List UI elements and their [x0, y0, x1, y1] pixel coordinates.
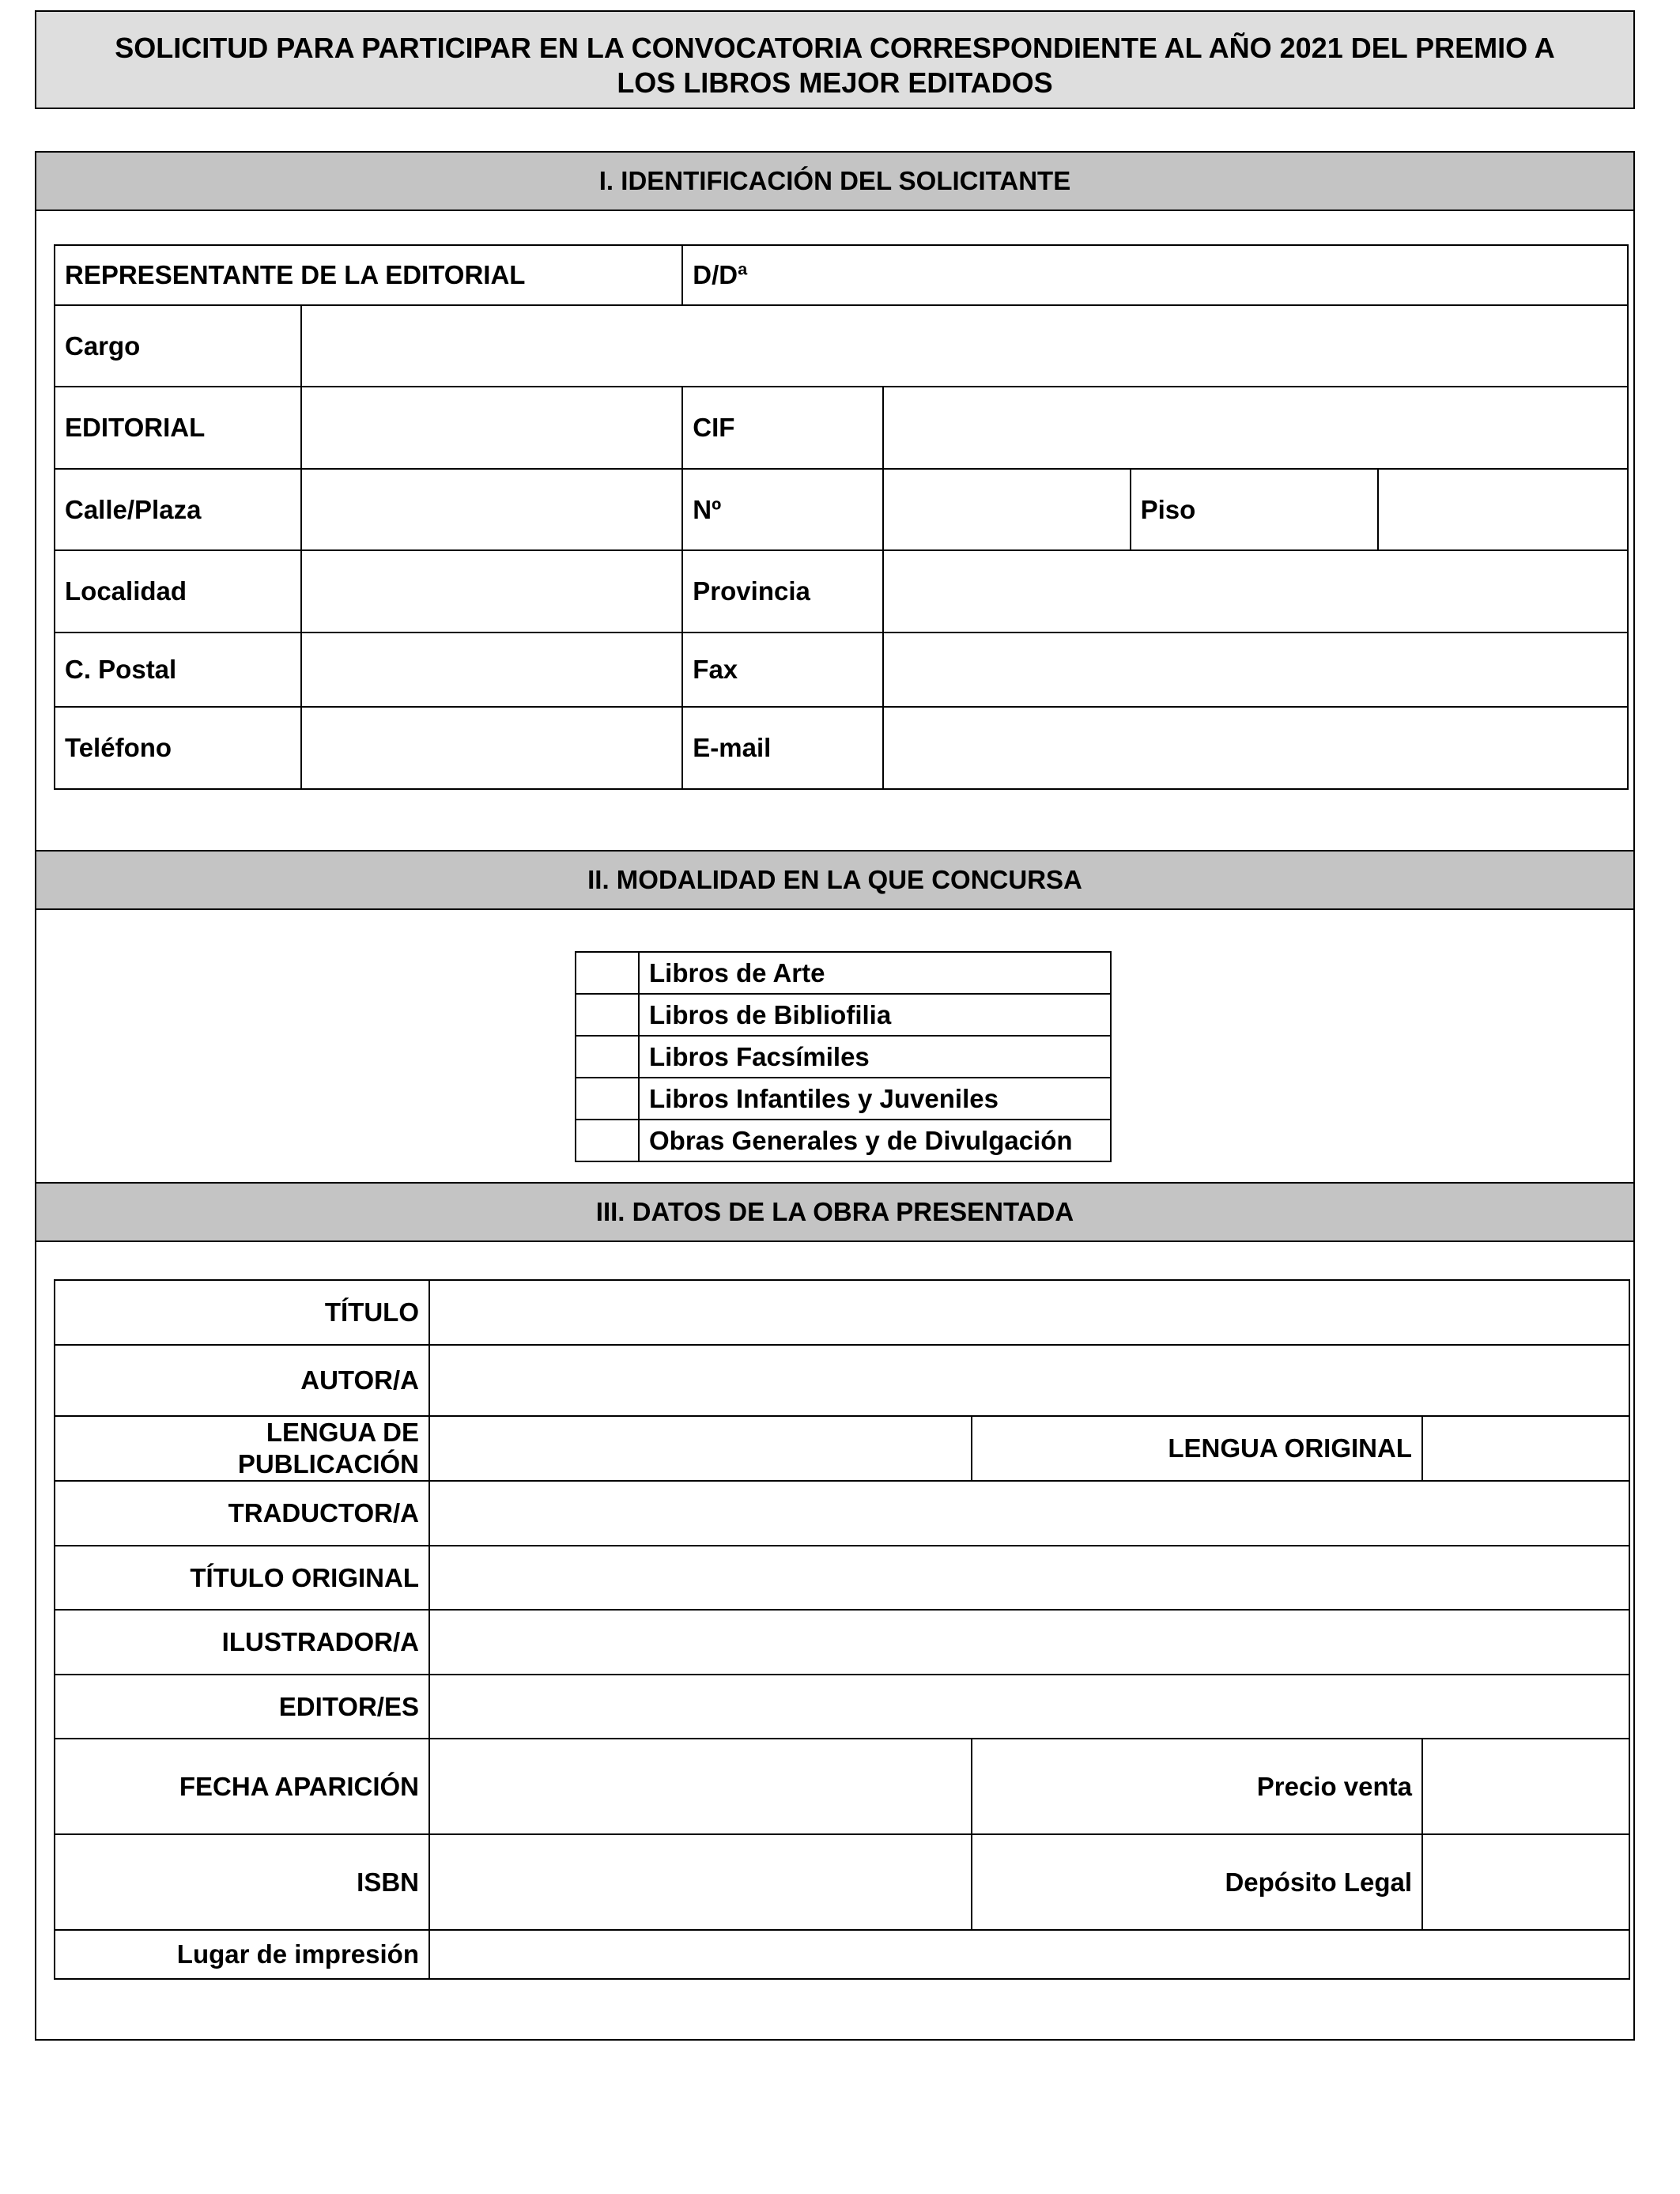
dda-field[interactable]	[682, 245, 1628, 305]
fax-field[interactable]	[883, 633, 1628, 707]
lengua-original-field[interactable]	[1422, 1416, 1629, 1481]
deposito-legal-label: Depósito Legal	[972, 1834, 1422, 1930]
numero-field[interactable]	[883, 469, 1130, 550]
form-title	[35, 10, 1635, 109]
option-libros-infantiles: Libros Infantiles y Juveniles	[639, 1078, 1111, 1120]
section-3-heading: III. DATOS DE LA OBRA PRESENTADA	[35, 1182, 1635, 1242]
ilustrador-field[interactable]	[429, 1610, 1629, 1675]
numero-label: Nº	[682, 469, 883, 550]
checkbox-libros-arte[interactable]	[576, 952, 639, 994]
postal-field[interactable]	[301, 633, 682, 707]
editorial-label: EDITORIAL	[55, 387, 301, 469]
editor-field[interactable]	[429, 1675, 1629, 1739]
checkbox-obras-generales[interactable]	[576, 1120, 639, 1161]
fax-label: Fax	[682, 633, 883, 707]
provincia-field[interactable]	[883, 550, 1628, 633]
form-title-line-2: LOS LIBROS MEJOR EDITADOS	[617, 66, 1053, 99]
dda-label: D/Dª	[693, 260, 748, 289]
precio-venta-label: Precio venta	[972, 1739, 1422, 1834]
form-title-line-1: SOLICITUD PARA PARTICIPAR EN LA CONVOCATORIA CORRESPONDIENTE AL AÑO 2021 DEL PREMIO A	[115, 32, 1555, 64]
option-libros-bibliofilia: Libros de Bibliofilia	[639, 994, 1111, 1036]
precio-venta-field[interactable]	[1422, 1739, 1629, 1834]
telefono-label: Teléfono	[55, 707, 301, 789]
calle-label: Calle/Plaza	[55, 469, 301, 550]
lengua-publicacion-label-line-2: PUBLICACIÓN	[237, 1449, 419, 1478]
postal-label: C. Postal	[55, 633, 301, 707]
fecha-aparicion-label: FECHA APARICIÓN	[55, 1739, 429, 1834]
calle-field[interactable]	[301, 469, 682, 550]
traductor-label: TRADUCTOR/A	[55, 1481, 429, 1546]
modalidad-table	[575, 951, 1112, 1162]
lengua-publicacion-label-line-1: LENGUA DE	[266, 1418, 419, 1447]
titulo-label: TÍTULO	[55, 1280, 429, 1345]
piso-label: Piso	[1131, 469, 1378, 550]
cif-label: CIF	[682, 387, 883, 469]
isbn-field[interactable]	[429, 1834, 972, 1930]
obra-table	[54, 1279, 1630, 1980]
representante-label: REPRESENTANTE DE LA EDITORIAL	[55, 245, 682, 305]
traductor-field[interactable]	[429, 1481, 1629, 1546]
section-2-heading: II. MODALIDAD EN LA QUE CONCURSA	[35, 850, 1635, 910]
telefono-field[interactable]	[301, 707, 682, 789]
titulo-original-label: TÍTULO ORIGINAL	[55, 1546, 429, 1610]
provincia-label: Provincia	[682, 550, 883, 633]
lengua-publicacion-label	[55, 1416, 429, 1481]
lengua-original-label: LENGUA ORIGINAL	[972, 1416, 1422, 1481]
option-libros-facsimiles: Libros Facsímiles	[639, 1036, 1111, 1078]
autor-label: AUTOR/A	[55, 1345, 429, 1416]
option-libros-arte: Libros de Arte	[639, 952, 1111, 994]
titulo-original-field[interactable]	[429, 1546, 1629, 1610]
localidad-field[interactable]	[301, 550, 682, 633]
lengua-publicacion-field[interactable]	[429, 1416, 972, 1481]
cargo-field[interactable]	[301, 305, 1628, 387]
localidad-label: Localidad	[55, 550, 301, 633]
piso-field[interactable]	[1378, 469, 1628, 550]
isbn-label: ISBN	[55, 1834, 429, 1930]
autor-field[interactable]	[429, 1345, 1629, 1416]
editor-label: EDITOR/ES	[55, 1675, 429, 1739]
checkbox-libros-facsimiles[interactable]	[576, 1036, 639, 1078]
section-1-heading: I. IDENTIFICACIÓN DEL SOLICITANTE	[35, 151, 1635, 211]
ilustrador-label: ILUSTRADOR/A	[55, 1610, 429, 1675]
lugar-impresion-label: Lugar de impresión	[55, 1930, 429, 1979]
lugar-impresion-field[interactable]	[429, 1930, 1629, 1979]
titulo-field[interactable]	[429, 1280, 1629, 1345]
deposito-legal-field[interactable]	[1422, 1834, 1629, 1930]
editorial-field[interactable]	[301, 387, 682, 469]
fecha-aparicion-field[interactable]	[429, 1739, 972, 1834]
email-field[interactable]	[883, 707, 1628, 789]
email-label: E-mail	[682, 707, 883, 789]
applicant-table	[54, 244, 1629, 790]
checkbox-libros-bibliofilia[interactable]	[576, 994, 639, 1036]
cargo-label: Cargo	[55, 305, 301, 387]
checkbox-libros-infantiles[interactable]	[576, 1078, 639, 1120]
option-obras-generales: Obras Generales y de Divulgación	[639, 1120, 1111, 1161]
cif-field[interactable]	[883, 387, 1628, 469]
